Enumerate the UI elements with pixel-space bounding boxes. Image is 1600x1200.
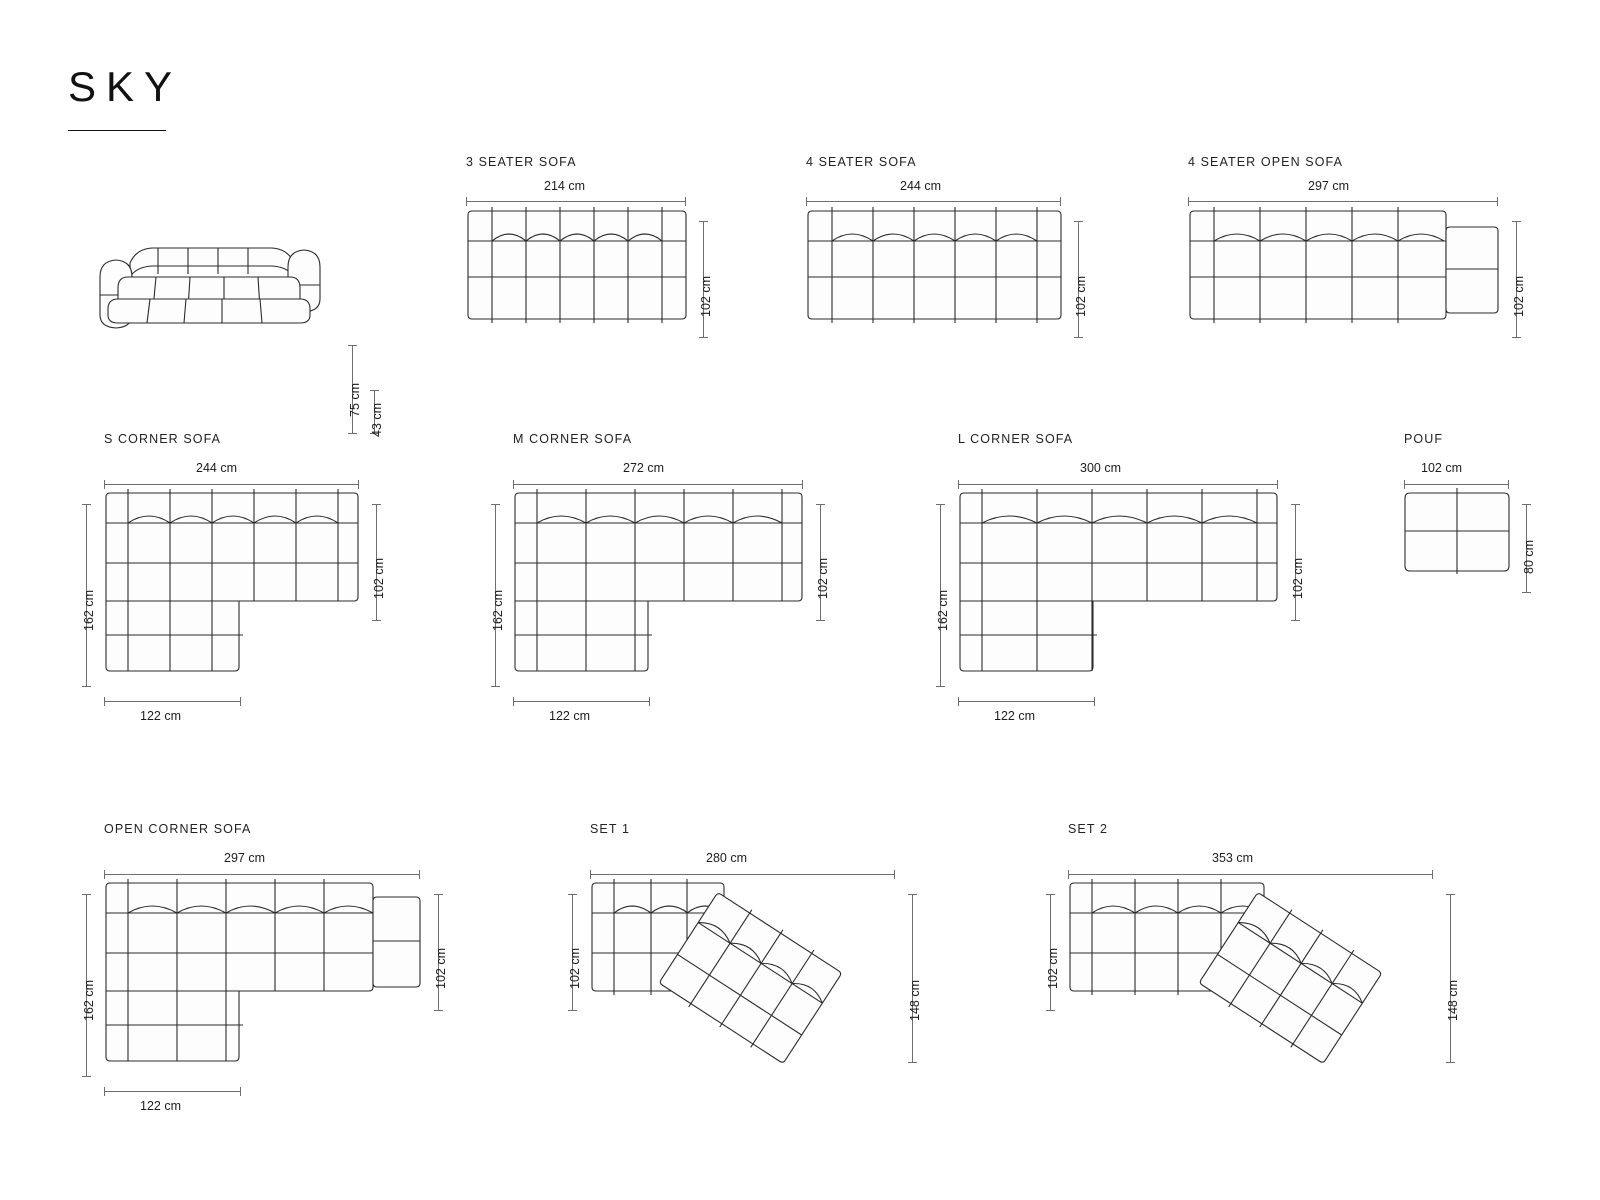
item-3-seater-sofa bbox=[466, 155, 713, 317]
hero-sofa-figure bbox=[90, 225, 384, 437]
3-seater-width-label: 214 cm bbox=[544, 179, 585, 193]
item-s-corner-sofa bbox=[82, 432, 386, 723]
item-open-corner-sofa bbox=[82, 822, 448, 1113]
set-2-left-depth-label: 102 cm bbox=[1046, 948, 1060, 989]
4-seater-open-width-label: 297 cm bbox=[1308, 179, 1349, 193]
item-set-1 bbox=[568, 822, 922, 1021]
s-corner-left-height-label: 162 cm bbox=[82, 590, 96, 631]
set-1-right-depth-label: 148 cm bbox=[908, 980, 922, 1021]
3-seater-depth-label: 102 cm bbox=[699, 276, 713, 317]
label-4-seater-sofa: 4 SEATER SOFA bbox=[806, 155, 917, 169]
label-open-corner-sofa: OPEN CORNER SOFA bbox=[104, 822, 252, 836]
3-seater-sofa-topview bbox=[466, 205, 688, 325]
m-corner-left-height-label: 162 cm bbox=[491, 590, 505, 631]
label-pouf: POUF bbox=[1404, 432, 1444, 446]
4-seater-open-sofa-topview bbox=[1188, 205, 1500, 325]
item-l-corner-sofa bbox=[936, 432, 1305, 723]
hero-height-label: 75 cm bbox=[348, 382, 362, 417]
m-corner-depth-label: 102 cm bbox=[816, 558, 830, 599]
4-seater-width-label: 244 cm bbox=[900, 179, 941, 193]
s-corner-bottom-width-label: 122 cm bbox=[140, 709, 181, 723]
set-1-width-label: 280 cm bbox=[706, 851, 747, 865]
l-corner-width-label: 300 cm bbox=[1080, 461, 1121, 475]
s-corner-depth-label: 102 cm bbox=[372, 558, 386, 599]
m-corner-bottom-width-label: 122 cm bbox=[549, 709, 590, 723]
s-corner-width-label: 244 cm bbox=[196, 461, 237, 475]
set-1-left-depth-label: 102 cm bbox=[568, 948, 582, 989]
item-pouf bbox=[1404, 432, 1536, 574]
page-title: SKY bbox=[68, 63, 183, 110]
hero-sofa-drawing bbox=[90, 225, 350, 335]
4-seater-open-depth-label: 102 cm bbox=[1512, 276, 1526, 317]
label-set-1: SET 1 bbox=[590, 822, 631, 836]
l-corner-depth-label: 102 cm bbox=[1291, 558, 1305, 599]
label-4-seater-open-sofa: 4 SEATER OPEN SOFA bbox=[1188, 155, 1344, 169]
pouf-topview bbox=[1404, 487, 1511, 577]
title-underline bbox=[68, 130, 166, 131]
item-m-corner-sofa bbox=[491, 432, 830, 723]
set-1-topview bbox=[590, 877, 896, 1057]
label-s-corner-sofa: S CORNER SOFA bbox=[104, 432, 222, 446]
open-corner-left-height-label: 162 cm bbox=[82, 980, 96, 1021]
label-3-seater-sofa: 3 SEATER SOFA bbox=[466, 155, 577, 169]
pouf-depth-label: 80 cm bbox=[1522, 539, 1536, 574]
set-2-right-depth-label: 148 cm bbox=[1446, 980, 1460, 1021]
item-4-seater-sofa bbox=[806, 155, 1088, 317]
m-corner-width-label: 272 cm bbox=[623, 461, 664, 475]
l-corner-left-height-label: 162 cm bbox=[936, 590, 950, 631]
l-corner-sofa-topview bbox=[958, 487, 1279, 677]
label-m-corner-sofa: M CORNER SOFA bbox=[513, 432, 633, 446]
hero-seat-height-label: 43 cm bbox=[370, 402, 384, 437]
4-seater-depth-label: 102 cm bbox=[1074, 276, 1088, 317]
pouf-width-label: 102 cm bbox=[1421, 461, 1462, 475]
label-set-2: SET 2 bbox=[1068, 822, 1109, 836]
m-corner-sofa-topview bbox=[513, 487, 804, 677]
open-corner-bottom-width-label: 122 cm bbox=[140, 1099, 181, 1113]
open-corner-depth-label: 102 cm bbox=[434, 948, 448, 989]
brand-block bbox=[68, 63, 183, 131]
item-set-2 bbox=[1046, 822, 1460, 1021]
l-corner-bottom-width-label: 122 cm bbox=[994, 709, 1035, 723]
open-corner-width-label: 297 cm bbox=[224, 851, 265, 865]
set-2-topview bbox=[1068, 877, 1434, 1057]
label-l-corner-sofa: L CORNER SOFA bbox=[958, 432, 1074, 446]
4-seater-sofa-topview bbox=[806, 205, 1063, 325]
open-corner-sofa-topview bbox=[104, 877, 422, 1067]
set-2-width-label: 353 cm bbox=[1212, 851, 1253, 865]
item-4-seater-open-sofa bbox=[1188, 155, 1526, 317]
s-corner-sofa-topview bbox=[104, 487, 360, 677]
